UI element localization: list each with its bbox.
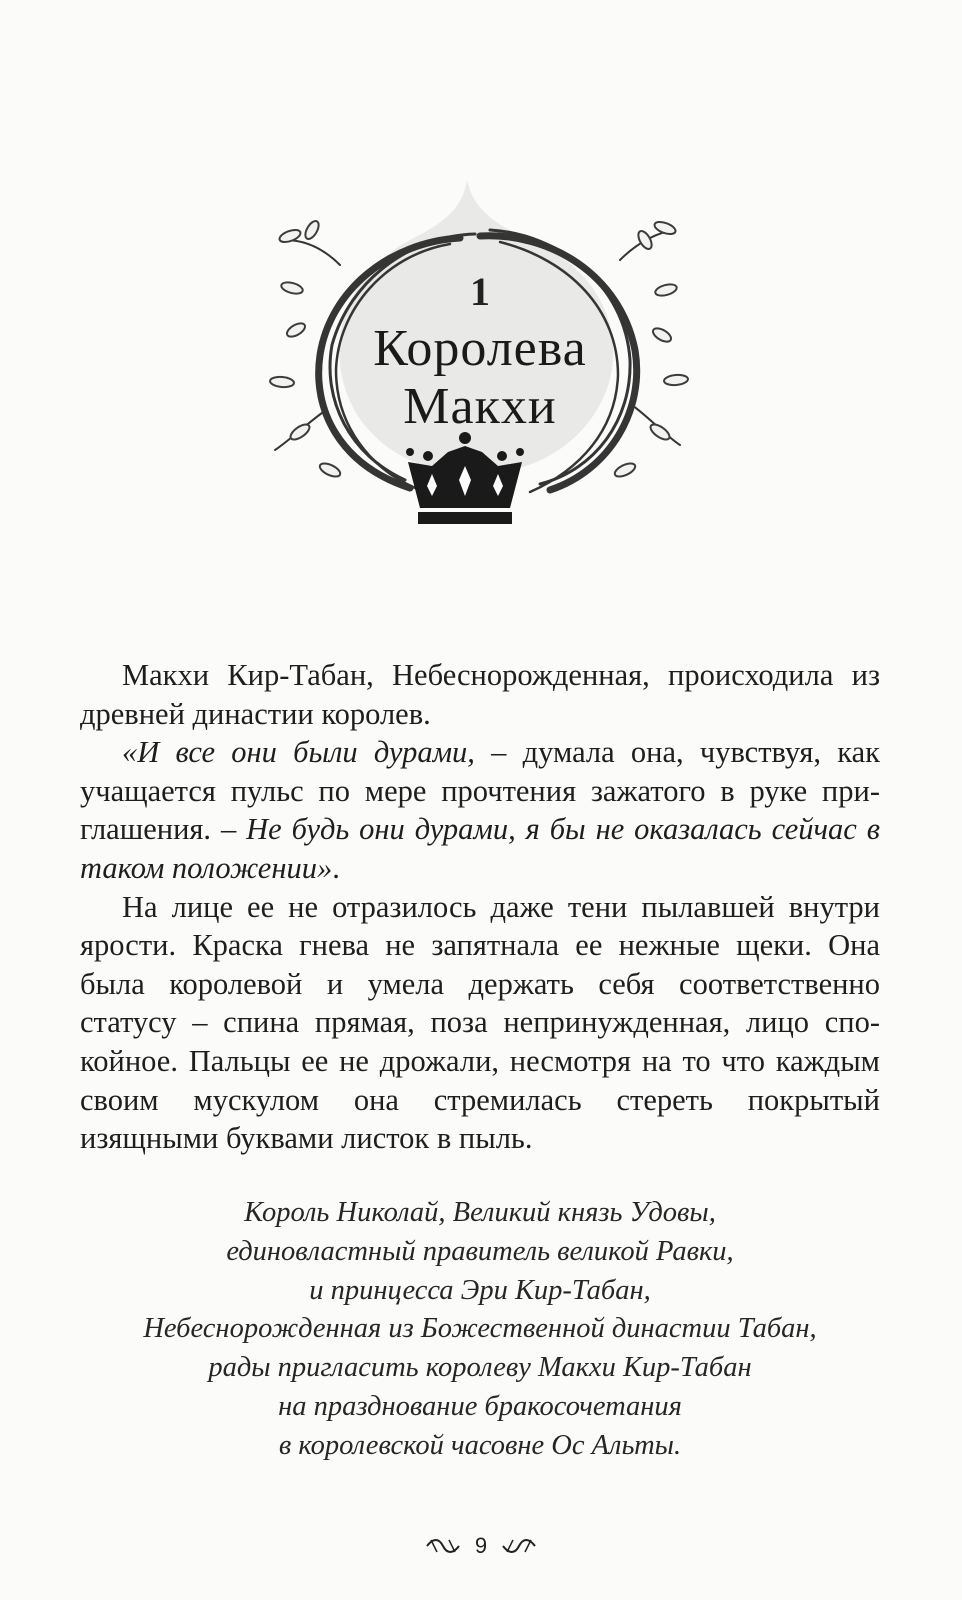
chapter-title-line-2: Макхи	[403, 378, 557, 435]
chapter-body	[80, 656, 880, 1158]
narration: – думала она, чувствуя, как учащается пульс по мере прочтения зажатого в руке приглашения. –	[80, 735, 881, 847]
page-number: 9	[474, 1533, 488, 1559]
flourish-icon	[501, 1536, 537, 1556]
invitation-line: Король Николай, Великий князь Удовы,	[244, 1197, 716, 1228]
paragraph-3: На лице ее не отразилось даже тени пылавшей внутри ярости. Краска гнева не запятнала ее нежные щеки. Она была королевой и умела держать себя соответственно статусу – спина прямая, поза непринужденная, лицо спокойное. Пальцы ее не дрожали, несмотря на то что каждым своим мускулом она стремилась стереть покрытый изящными буквами листок в пыль.	[80, 889, 880, 1156]
chapter-title	[300, 320, 660, 436]
invitation-line: Небеснорожденная из Божественной династии Табан,	[143, 1313, 817, 1345]
paragraph-2-end: .	[332, 850, 340, 885]
page-folio	[0, 1532, 962, 1559]
inner-monologue-1: «И все они были дурами,	[122, 735, 475, 770]
invitation-line: рады пригласить королеву Макхи Кир-Табан	[208, 1352, 752, 1384]
flourish-icon	[425, 1536, 461, 1556]
invitation-line: и принцесса Эри Кир-Табан,	[309, 1274, 651, 1306]
chapter-title-line-1: Королева	[373, 320, 587, 377]
paragraph-1: Макхи Кир-Табан, Небеснорожденная, происходила из древней династии королев.	[80, 658, 880, 731]
chapter-number: 1	[470, 269, 490, 314]
invitation-text	[80, 1194, 880, 1466]
invitation-line: на празднование бракосочетания	[278, 1390, 682, 1422]
invitation-line: единовластный правитель великой Равки,	[226, 1235, 734, 1267]
inner-monologue-2: Не будь они дурами, я бы не оказалась сейчас в таком положении»	[80, 812, 880, 885]
paragraph-2	[80, 733, 880, 887]
invitation-line: в королевской часовне Ос Альты.	[278, 1429, 682, 1461]
